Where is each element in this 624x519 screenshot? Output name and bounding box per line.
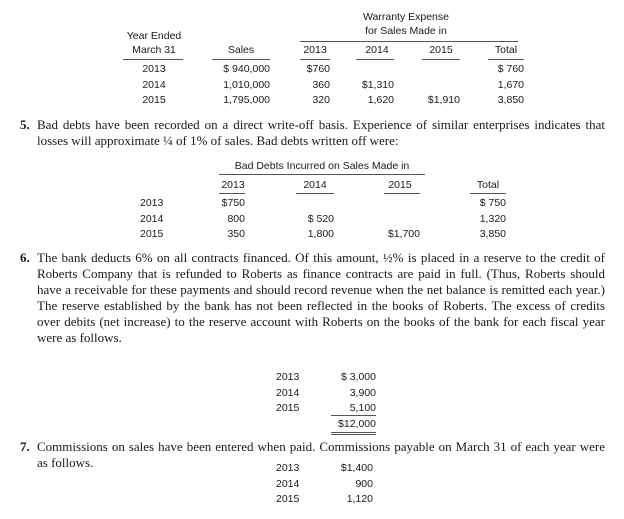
- value-2013: $750: [221, 197, 245, 209]
- row-year: 2015: [142, 94, 166, 106]
- total-value: 1,670: [497, 78, 524, 91]
- value-2015: $1,700: [387, 228, 420, 240]
- row-year: 2013: [140, 197, 164, 209]
- column-header: 2013: [221, 179, 245, 191]
- row-year: 2015: [140, 228, 164, 240]
- table-title: Bad Debts Incurred on Sales Made in: [234, 160, 410, 172]
- value-2013: 350: [227, 228, 245, 240]
- item-number: 6.: [20, 250, 30, 265]
- column-header: Total: [494, 44, 518, 56]
- row-year: 2013: [276, 371, 300, 383]
- row-year: 2014: [142, 78, 166, 91]
- row-year: 2013: [276, 462, 300, 474]
- item-text: Commissions on sales have been entered when paid. Commissions payable on March 31 of each year were as follows.: [37, 439, 605, 470]
- commission-value: 900: [355, 477, 373, 490]
- value-2015: $1,910: [427, 94, 460, 106]
- item-5: [20, 117, 605, 149]
- column-header: Year Ended: [126, 30, 182, 42]
- row-year: 2014: [140, 212, 164, 225]
- item-number: 7.: [20, 439, 30, 454]
- column-header: Sales: [227, 44, 255, 56]
- row-year: 2014: [276, 386, 300, 399]
- table-title: for Sales Made in: [365, 25, 447, 37]
- item-number: 5.: [20, 117, 30, 132]
- sales-value: 1,795,000: [223, 94, 270, 106]
- column-header: March 31: [132, 44, 176, 56]
- total-value: $ 760: [497, 63, 524, 75]
- value-2013: 800: [227, 212, 245, 225]
- value-2014: 1,800: [307, 228, 334, 240]
- reserve-value: 5,100: [349, 402, 376, 414]
- sales-value: 1,010,000: [223, 78, 270, 91]
- row-year: 2015: [276, 493, 300, 505]
- value-2013: $760: [306, 63, 330, 75]
- item-text: The bank deducts 6% on all contracts financed. Of this amount, ½% is placed in a reserve to the credit of Roberts Company that is refunded to Roberts as finance contracts are paid in full. (Thus, Roberts should have a receivable for these payments and should record revenue when the net balance is remitted each year.) The reserve established by the bank has not been reflected in the books of Roberts. The excess of credits over debits (net increase) to the reserve account with Roberts on the books of the bank for each fiscal year were as follows.: [37, 250, 605, 345]
- sales-value: $ 940,000: [223, 63, 270, 75]
- row-year: 2013: [142, 63, 166, 75]
- value-2014: $ 520: [307, 212, 334, 225]
- item-7: [20, 439, 605, 471]
- value-2014: $1,310: [361, 78, 394, 91]
- column-header: 2014: [303, 179, 327, 191]
- item-6: [20, 250, 605, 346]
- row-year: 2014: [276, 477, 300, 490]
- value-2013: 360: [312, 78, 330, 91]
- item-text: Bad debts have been recorded on a direct write-off basis. Experience of similar enterprises indicates that losses will approximate ¼ of 1% of sales. Bad debts written off were:: [37, 117, 605, 148]
- column-header: 2013: [303, 44, 327, 56]
- total-value: 3,850: [497, 94, 524, 106]
- column-header: 2015: [429, 44, 453, 56]
- column-header: Total: [476, 179, 500, 191]
- reserve-total: $12,000: [338, 418, 376, 430]
- total-value: 1,320: [479, 212, 506, 225]
- row-year: 2015: [276, 402, 300, 414]
- reserve-value: 3,900: [349, 386, 376, 399]
- reserve-value: $ 3,000: [340, 371, 376, 383]
- value-2014: 1,620: [367, 94, 394, 106]
- total-value: $ 750: [479, 197, 506, 209]
- table-title: Warranty Expense: [363, 11, 449, 23]
- column-header: 2014: [365, 44, 389, 56]
- column-header: 2015: [388, 179, 412, 191]
- total-value: 3,850: [479, 228, 506, 240]
- commission-value: $1,400: [340, 462, 373, 474]
- value-2013: 320: [312, 94, 330, 106]
- commission-value: 1,120: [346, 493, 373, 505]
